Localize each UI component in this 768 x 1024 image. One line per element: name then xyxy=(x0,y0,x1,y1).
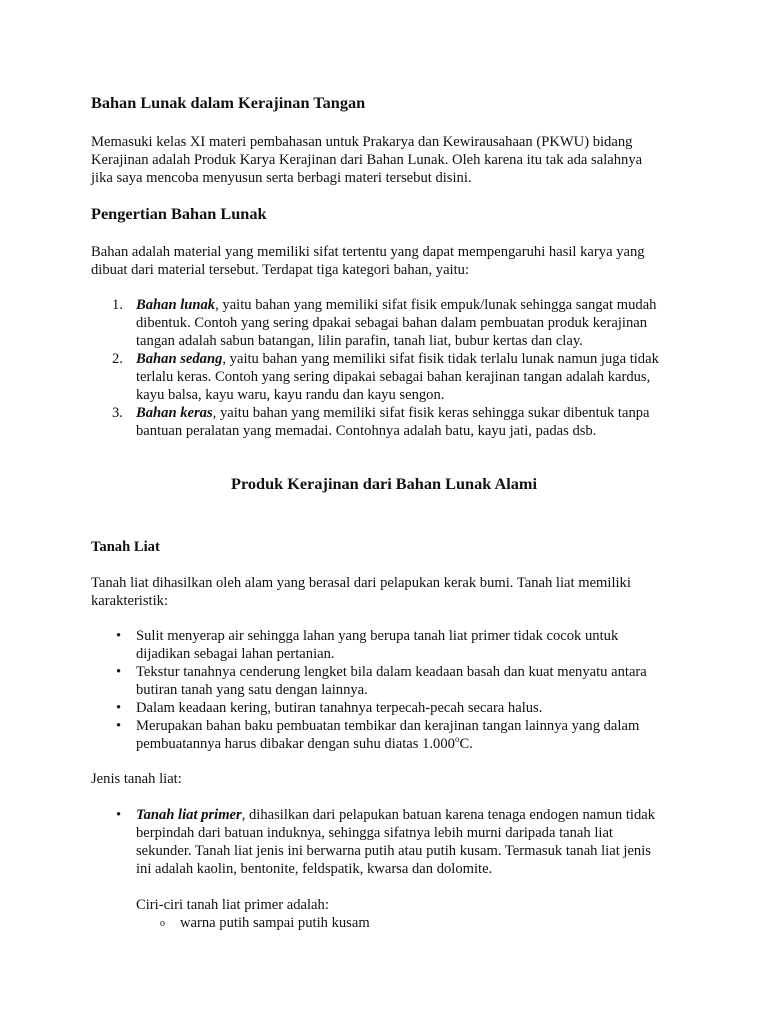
subsection-heading-tanah-liat: Tanah Liat xyxy=(91,539,160,555)
term-bahan-keras: Bahan keras xyxy=(136,405,213,421)
intro-paragraph: Memasuki kelas XI materi pembahasan untuk Prakarya dan Kewirausahaan (PKWU) bidang Kerajinan adalah Produk Karya Kerajinan dari Bahan Lunak. Oleh karena itu tak ada salahnya jika saya mencoba menyusun serta berbagi materi tersebut disini. xyxy=(91,134,643,186)
term-bahan-lunak: Bahan lunak xyxy=(136,297,216,313)
document-page: Bahan Lunak dalam Kerajinan Tangan Memasuki kelas XI materi pembahasan untuk Prakarya dan Kewirausahaan (PKWU) bidang Kerajinan adalah Produk Karya Kerajinan dari Bahan Lunak. Oleh karena itu tak ada salahnya jika saya mencoba menyusun serta berbagi materi tersebut disini. Pengertian Bahan Lunak Bahan adalah material yang memiliki sifat tertentu yang dapat mempengaruhi hasil karya yang dibuat dari material tersebut. Terdapat tiga kategori bahan, yaitu: 1. Bahan lunak, yaitu bahan yang memiliki sifat fisik empuk/lunak sehingga sangat mudah dibentuk. Contoh yang sering dpakai sebagai bahan dalam pembuatan produk kerajinan tangan adalah sabun batangan, lilin parafin, tanah liat, bubur kertas dan clay. 2. Bahan sedang, yaitu bahan yang memiliki sifat fisik tidak terlalu lunak namun juga tidak terlalu keras. Contoh yang sering dipakai sebagai bahan kerajinan tangan adalah kardus, kayu balsa, kayu waru, kayu randu dan kayu sengon. 3. Bahan keras, yaitu bahan yang memiliki sifat fisik keras sehingga sukar dibentuk tanpa bantuan peralatan yang memadai. Contohnya adalah batu, kayu jati, padas dsb. Produk Kerajinan dari Bahan Lunak Alami Tanah Liat Tanah liat dihasilkan oleh alam yang berasal dari pelapukan kerak bumi. Tanah liat memiliki karakteristik: • Sulit menyerap air sehingga lahan yang berupa tanah liat primer tidak cocok untuk dijadikan sebagai lahan pertanian. • Tekstur tanahnya cenderung lengket bila dalam keadaan basah dan kuat menyatu antara butiran tanah yang satu dengan lainnya. • Dalam keadaan kering, butiran tanahnya terpecah-pecah secara halus. • Merupakan bahan baku pembuatan tembikar dan kerajinan tangan lainnya yang dalam pembuatannya harus dibakar dengan suhu diatas 1.000$^o$C. Jenis tanah liat: • Tanah liat primer, dihasilkan dari pelapukan batuan karena tenaga endogen namun tidak berpindah dari batuan induknya, sehingga sifatnya lebih murni daripada tanah liat sekunder. Tanah liat jenis ini berwarna putih atau putih kusam. Termasuk tanah liat jenis ini adalah kaolin, bentonite, feldspatik, kwarsa dan dolomite. Ciri-ciri tanah liat primer adalah: o warna putih sampai putih kusam xyxy=(0,0,768,1024)
term-tanah-liat-primer: Tanah liat primer xyxy=(136,807,242,823)
tanah-liat-paragraph: Tanah liat dihasilkan oleh alam yang berasal dari pelapukan kerak bumi. Tanah liat memiliki karakteristik: xyxy=(91,575,631,609)
jenis-label: Jenis tanah liat: xyxy=(91,771,182,787)
degree-superscript: o xyxy=(454,734,460,745)
section-heading-pengertian: Pengertian Bahan Lunak xyxy=(91,204,267,223)
ciri-label: Ciri-ciri tanah liat primer adalah: xyxy=(136,897,329,913)
term-bahan-sedang: Bahan sedang xyxy=(136,351,223,367)
page-title: Bahan Lunak dalam Kerajinan Tangan xyxy=(91,93,366,112)
section-heading-produk: Produk Kerajinan dari Bahan Lunak Alami xyxy=(231,474,537,493)
pengertian-paragraph: Bahan adalah material yang memiliki sifat tertentu yang dapat mempengaruhi hasil karya yang dibuat dari material tersebut. Terdapat tiga kategori bahan, yaitu: xyxy=(91,244,645,278)
